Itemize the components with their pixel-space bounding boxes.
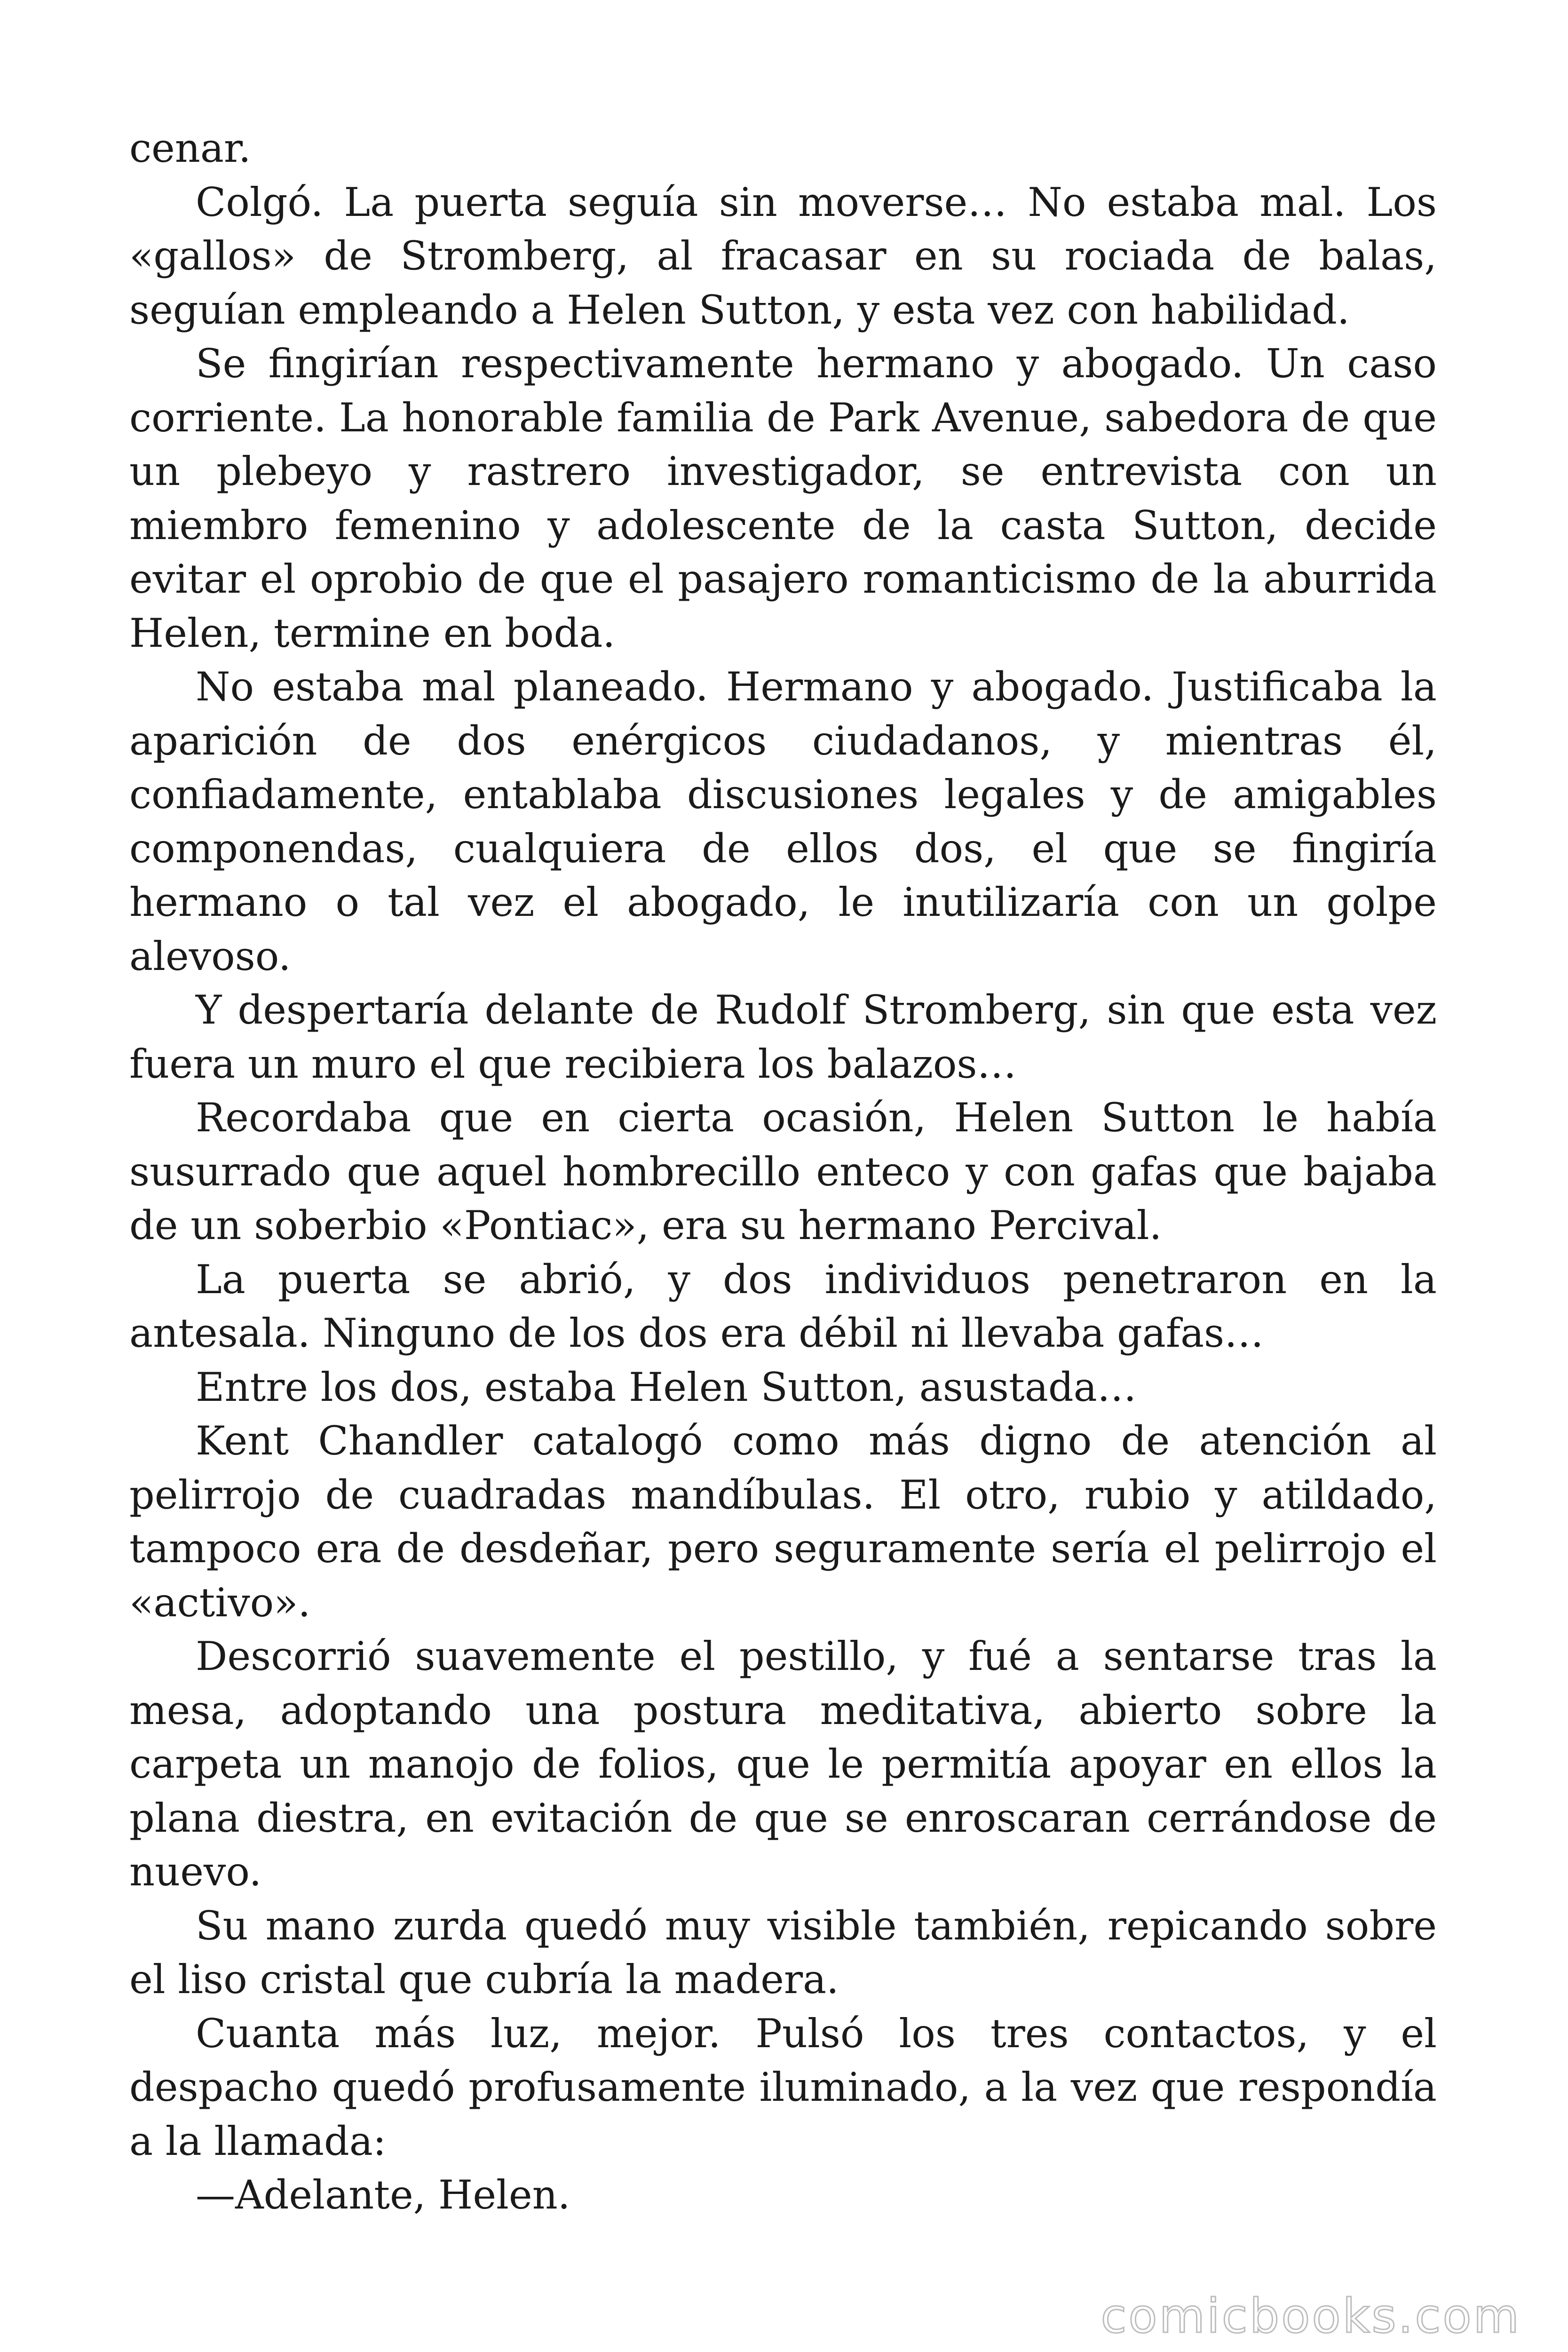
- page-body: [129, 121, 1437, 2222]
- paragraph: Cuanta más luz, mejor. Pulsó los tres contactos, y el despacho quedó profusamente iluminado, a la vez que respondía a la llamada:: [129, 2010, 1437, 2164]
- paragraph: No estaba mal planeado. Hermano y abogado. Justificaba la aparición de dos enérgicos ciudadanos, y mientras él, confiadamente, entablaba discusiones legales y de amigables componendas, cualquiera de ellos dos, el que se fingiría hermano o tal vez el abogado, le inutilizaría con un golpe alevoso.: [129, 664, 1437, 979]
- paragraph: Se fingirían respectivamente hermano y abogado. Un caso corriente. La honorable familia de Park Avenue, sabedora de que un plebeyo y rastrero investigador, se entrevista con un miembro femenino y adolescente de la casta Sutton, decide evitar el oprobio de que el pasajero romanticismo de la aburrida Helen, termine en boda.: [129, 341, 1437, 656]
- paragraph: —Adelante, Helen.: [196, 2172, 570, 2218]
- paragraph: Y despertaría delante de Rudolf Stromberg, sin que esta vez fuera un muro el que recibiera los balazos…: [129, 987, 1437, 1087]
- paragraph: Entre los dos, estaba Helen Sutton, asustada…: [196, 1364, 1137, 1410]
- paragraph: Kent Chandler catalogó como más digno de atención al pelirrojo de cuadradas mandíbulas. El otro, rubio y atildado, tampoco era de desdeñar, pero seguramente sería el pelirrojo el «activo».: [129, 1418, 1437, 1626]
- watermark: comicbooks.com: [1101, 2288, 1521, 2344]
- paragraph: Descorrió suavemente el pestillo, y fué a sentarse tras la mesa, adoptando una postura meditativa, abierto sobre la carpeta un manojo de folios, que le permitía apoyar en ellos la plana diestra, en evitación de que se enroscaran cerrándose de nuevo.: [129, 1633, 1437, 1895]
- paragraph: Recordaba que en cierta ocasión, Helen Sutton le había susurrado que aquel hombrecillo enteco y con gafas que bajaba de un soberbio «Pontiac», era su hermano Percival.: [129, 1095, 1437, 1248]
- paragraph: Su mano zurda quedó muy visible también, repicando sobre el liso cristal que cubría la madera.: [129, 1902, 1437, 2002]
- paragraph: Colgó. La puerta seguía sin moverse… No estaba mal. Los «gallos» de Stromberg, al fracasar en su rociada de balas, seguían empleando a Helen Sutton, y esta vez con habilidad.: [129, 179, 1437, 333]
- paragraph: La puerta se abrió, y dos individuos penetraron en la antesala. Ninguno de los dos era débil ni llevaba gafas…: [129, 1256, 1437, 1356]
- paragraph: cenar.: [129, 125, 251, 171]
